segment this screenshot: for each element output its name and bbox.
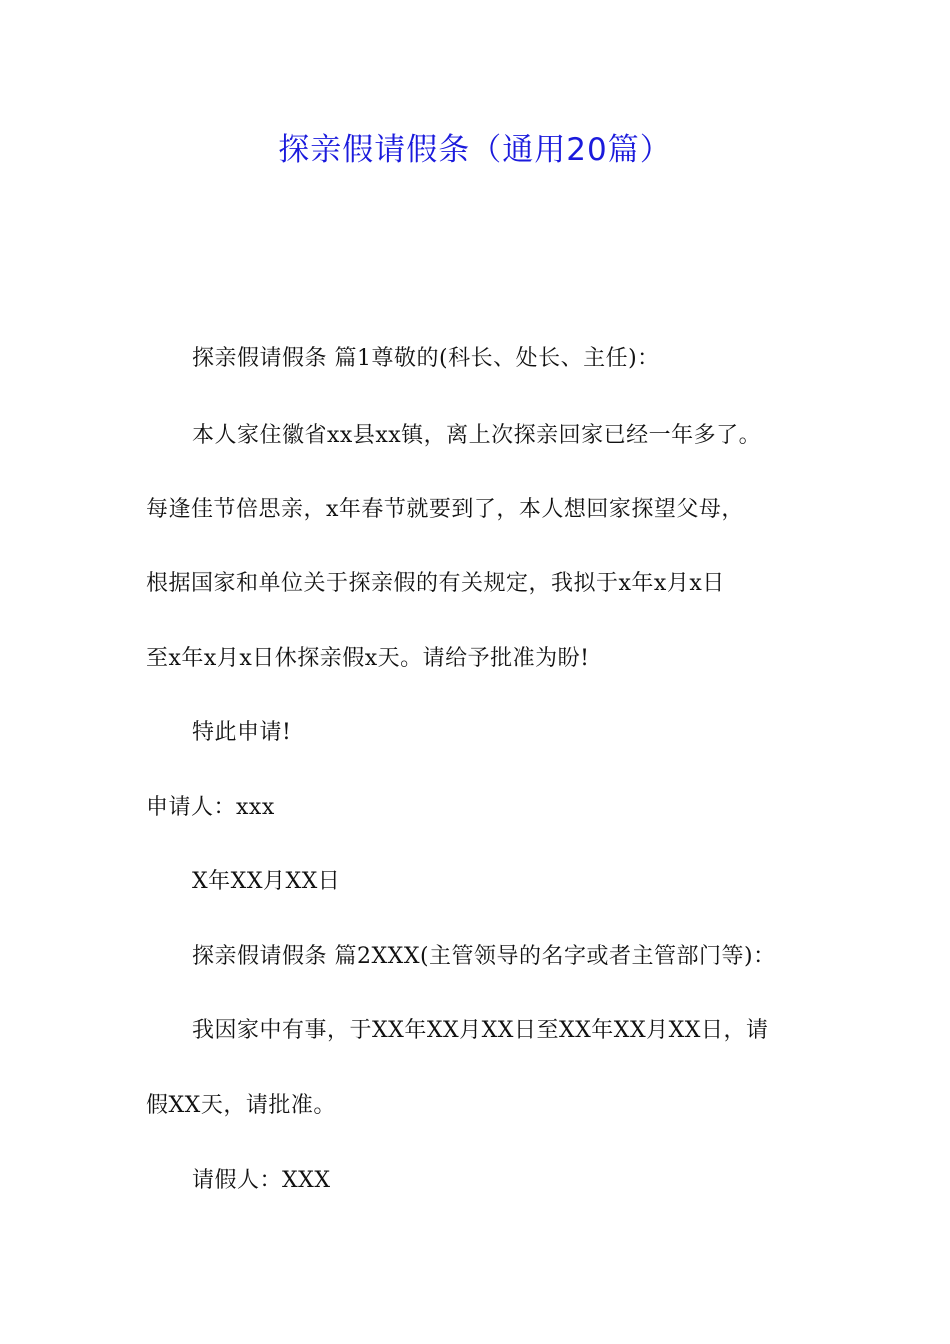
paragraph-line-2: 本人家住徽省xx县xx镇，离上次探亲回家已经一年多了。: [192, 423, 762, 448]
paragraph-line-6: 特此申请!: [192, 720, 292, 745]
paragraph-line-9: 探亲假请假条 篇2XXX(主管领导的名字或者主管部门等)：: [192, 944, 776, 969]
paragraph-line-3: 每逢佳节倍思亲，x年春节就要到了，本人想回家探望父母，: [146, 497, 744, 522]
paragraph-line-5: 至x年x月x日休探亲假x天。请给予批准为盼!: [146, 646, 590, 671]
date-line: X年XX月XX日: [192, 869, 341, 894]
paragraph-line-1: 探亲假请假条 篇1尊敬的(科长、处长、主任)：: [192, 346, 660, 371]
requester-line: 请假人：XXX: [192, 1168, 331, 1193]
paragraph-line-10: 我因家中有事，于XX年XX月XX日至XX年XX月XX日，请: [192, 1018, 769, 1043]
paragraph-line-11: 假XX天，请批准。: [146, 1093, 336, 1118]
document-title: 探亲假请假条（通用20篇）: [278, 132, 672, 168]
paragraph-line-4: 根据国家和单位关于探亲假的有关规定，我拟于x年x月x日: [146, 571, 725, 596]
applicant-line: 申请人：xxx: [146, 795, 275, 820]
